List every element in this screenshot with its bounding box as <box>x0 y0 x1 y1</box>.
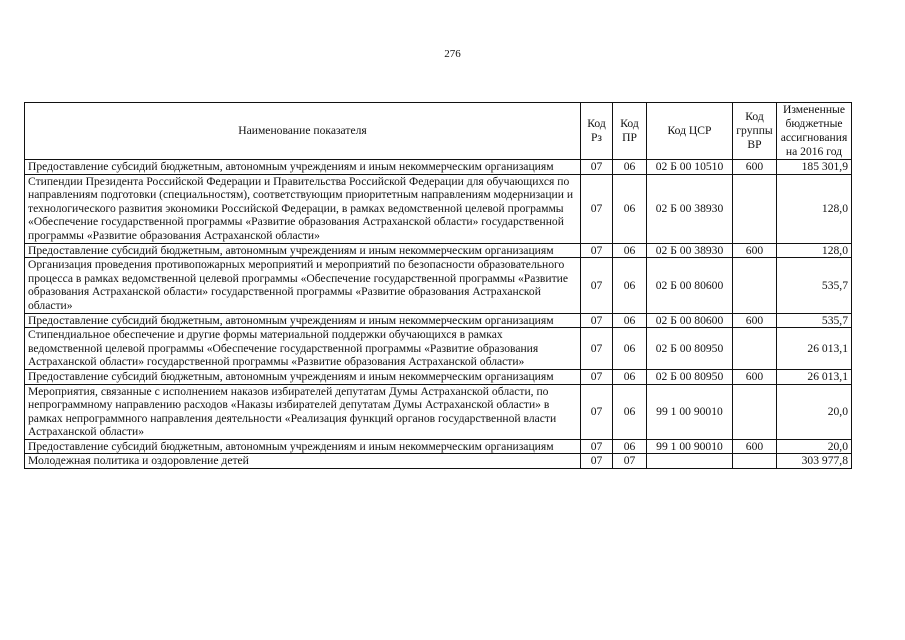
row-pr: 06 <box>613 439 647 454</box>
row-vr <box>733 384 777 439</box>
row-vr <box>733 328 777 370</box>
row-name: Молодежная политика и оздоровление детей <box>25 454 581 469</box>
table-header-row <box>25 103 852 160</box>
row-name: Стипендиальное обеспечение и другие формы материальной поддержки обучающихся в рамках ведомственной целевой программы «Обеспечение государственной программы «Развитие образования Астраханской области» государственной программы «Развитие образования Астраханской области» <box>25 328 581 370</box>
row-vr <box>733 174 777 243</box>
page-number: 276 <box>444 48 461 60</box>
row-csr: 02 Б 00 80950 <box>647 328 733 370</box>
table-row <box>25 328 852 370</box>
row-amount: 128,0 <box>777 243 852 258</box>
table-row <box>25 369 852 384</box>
row-name: Предоставление субсидий бюджетным, автономным учреждениям и иным некоммерческим организациям <box>25 439 581 454</box>
row-amount: 20,0 <box>777 439 852 454</box>
row-csr: 02 Б 00 38930 <box>647 243 733 258</box>
table-row <box>25 454 852 469</box>
row-amount: 303 977,8 <box>777 454 852 469</box>
header-rz: Код Рз <box>581 103 613 160</box>
row-pr: 06 <box>613 258 647 313</box>
row-amount: 26 013,1 <box>777 369 852 384</box>
row-name: Стипендии Президента Российской Федерации и Правительства Российской Федерации для обучающихся по направлениям подготовки (специальностям), соответствующим приоритетным направлениям модернизации и технологического развития экономики Российской Федерации, в рамках ведомственной целевой программы «Обеспечение государственной программы «Развитие образования Астраханской области» государственной программы «Развитие образования Астраханской области» <box>25 174 581 243</box>
row-name: Предоставление субсидий бюджетным, автономным учреждениям и иным некоммерческим организациям <box>25 369 581 384</box>
row-vr <box>733 454 777 469</box>
table-row <box>25 243 852 258</box>
row-csr: 02 Б 00 38930 <box>647 174 733 243</box>
row-rz: 07 <box>581 243 613 258</box>
row-pr: 06 <box>613 160 647 175</box>
row-rz: 07 <box>581 328 613 370</box>
row-amount: 128,0 <box>777 174 852 243</box>
row-rz: 07 <box>581 369 613 384</box>
row-csr: 02 Б 00 80600 <box>647 313 733 328</box>
table-row <box>25 258 852 313</box>
header-pr: Код ПР <box>613 103 647 160</box>
row-pr: 06 <box>613 243 647 258</box>
row-csr <box>647 454 733 469</box>
table-row <box>25 384 852 439</box>
row-vr: 600 <box>733 369 777 384</box>
row-name: Организация проведения противопожарных мероприятий и мероприятий по безопасности образовательного процесса в рамках ведомственной целевой программы «Обеспечение государственной программы «Развитие образования Астраханской области» государственной программы «Развитие образования Астраханской области» <box>25 258 581 313</box>
header-vr: Код группы ВР <box>733 103 777 160</box>
row-pr: 07 <box>613 454 647 469</box>
row-pr: 06 <box>613 313 647 328</box>
row-rz: 07 <box>581 384 613 439</box>
budget-table <box>24 102 852 469</box>
row-csr: 02 Б 00 80600 <box>647 258 733 313</box>
header-amount: Измененные бюджетные ассигнования на 2016 год <box>777 103 852 160</box>
header-csr: Код ЦСР <box>647 103 733 160</box>
row-name: Предоставление субсидий бюджетным, автономным учреждениям и иным некоммерческим организациям <box>25 243 581 258</box>
row-vr: 600 <box>733 439 777 454</box>
row-amount: 185 301,9 <box>777 160 852 175</box>
row-amount: 535,7 <box>777 258 852 313</box>
row-vr: 600 <box>733 243 777 258</box>
row-rz: 07 <box>581 258 613 313</box>
row-rz: 07 <box>581 160 613 175</box>
row-pr: 06 <box>613 328 647 370</box>
table-row <box>25 174 852 243</box>
row-pr: 06 <box>613 369 647 384</box>
row-pr: 06 <box>613 174 647 243</box>
row-rz: 07 <box>581 439 613 454</box>
row-pr: 06 <box>613 384 647 439</box>
row-csr: 02 Б 00 10510 <box>647 160 733 175</box>
row-csr: 99 1 00 90010 <box>647 384 733 439</box>
row-name: Предоставление субсидий бюджетным, автономным учреждениям и иным некоммерческим организациям <box>25 313 581 328</box>
row-name: Предоставление субсидий бюджетным, автономным учреждениям и иным некоммерческим организациям <box>25 160 581 175</box>
row-csr: 99 1 00 90010 <box>647 439 733 454</box>
table-row <box>25 313 852 328</box>
row-amount: 535,7 <box>777 313 852 328</box>
row-name: Мероприятия, связанные с исполнением наказов избирателей депутатам Думы Астраханской области, по непрограммному направлению расходов «Наказы избирателей депутатам Думы Астраханской области» в рамках непрограммного направления деятельности «Реализация функций органов государственной власти Астраханской области» <box>25 384 581 439</box>
row-vr <box>733 258 777 313</box>
table-row <box>25 160 852 175</box>
header-name: Наименование показателя <box>25 103 581 160</box>
row-rz: 07 <box>581 313 613 328</box>
row-rz: 07 <box>581 174 613 243</box>
row-vr: 600 <box>733 160 777 175</box>
row-csr: 02 Б 00 80950 <box>647 369 733 384</box>
row-vr: 600 <box>733 313 777 328</box>
table-row <box>25 439 852 454</box>
row-amount: 20,0 <box>777 384 852 439</box>
row-amount: 26 013,1 <box>777 328 852 370</box>
row-rz: 07 <box>581 454 613 469</box>
